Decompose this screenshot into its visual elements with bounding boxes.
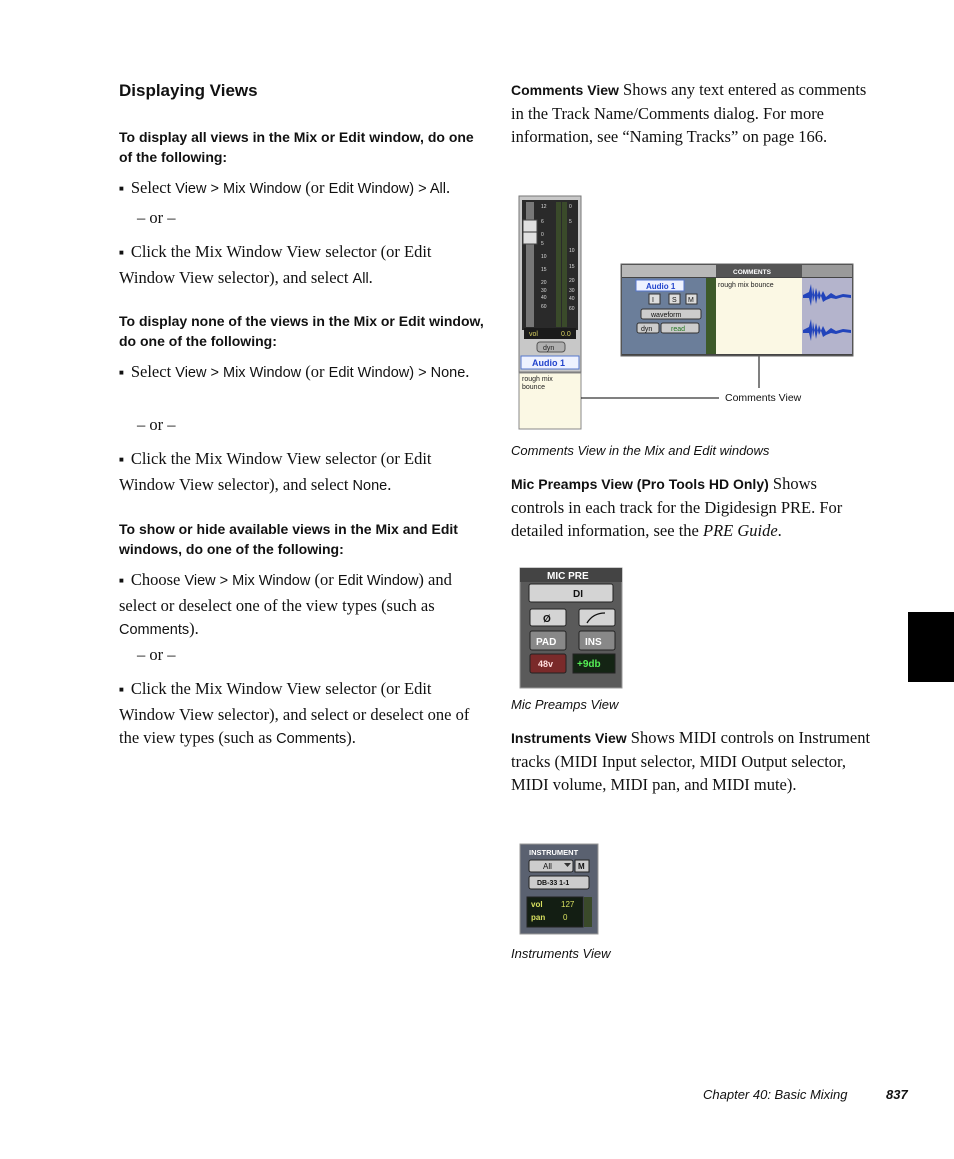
svg-text:Audio 1: Audio 1 [646,282,676,291]
or-separator: – or – [137,645,176,664]
svg-text:I: I [652,297,654,304]
svg-text:0: 0 [563,913,568,922]
svg-text:vol: vol [529,331,538,338]
svg-text:M: M [578,862,585,871]
svg-text:5: 5 [541,241,544,247]
step-select-none-menu: ■ Select View > Mix Window (or Edit Window) > None. [119,360,484,386]
meter-right [562,202,567,327]
svg-text:S: S [672,297,677,304]
svg-text:5: 5 [569,219,572,225]
svg-text:rough mix: rough mix [522,376,553,383]
svg-text:DB-33 1-1: DB-33 1-1 [537,880,570,887]
svg-text:60: 60 [541,304,547,310]
section-title: Displaying Views [119,81,258,100]
step-select-all-menu: ■ Select View > Mix Window (or Edit Window) > All. [119,176,489,202]
di-button [529,584,613,602]
svg-text:COMMENTS: COMMENTS [733,269,771,276]
waveform-region [802,278,852,354]
instruments-view-figure [519,843,599,935]
step-click-selector-none: ■ Click the Mix Window View selector (or Edit Window View selector), and select None. [119,447,484,498]
mic-preamps-description: Mic Preamps View (Pro Tools HD Only) Shows controls in each track for the Digidesign PRE. For detailed information, see the PRE Guide. [511,474,843,540]
svg-text:15: 15 [569,264,575,270]
or-separator: – or – [137,208,176,227]
svg-text:127: 127 [561,900,575,909]
instruments-view-description: Instruments View Shows MIDI controls on Instrument tracks (MIDI Input selector, MIDI Output selector, MIDI volume, MIDI pan, and MIDI mute). [511,728,871,794]
svg-text:PAD: PAD [536,637,557,648]
svg-text:bounce: bounce [522,384,545,391]
comments-view-description: Comments View Shows any text entered as comments in the Track Name/Comments dialog. For more information, see “Naming Tracks” on page 166. [511,80,867,146]
meter-left [556,202,561,327]
svg-text:0: 0 [569,204,572,210]
svg-text:20: 20 [569,278,575,284]
svg-text:30: 30 [569,288,575,294]
svg-text:rough mix bounce: rough mix bounce [718,282,774,289]
svg-text:DI: DI [573,589,583,600]
page-number: 837 [886,1087,908,1102]
mic-preamps-figure [519,567,623,689]
footer-chapter: Chapter 40: Basic Mixing [703,1087,848,1102]
svg-text:+9db: +9db [577,659,601,670]
step-click-selector-view-types: ■ Click the Mix Window View selector (or Edit Window View selector), and select or deselect one of the view types (such as Comments). [119,677,484,751]
svg-text:read: read [671,326,686,333]
high-pass-button [579,609,615,626]
edit-comments-field [716,278,802,354]
svg-text:All: All [543,862,552,871]
comments-view-figure [511,192,871,434]
svg-text:M: M [688,297,694,304]
svg-text:vol: vol [531,900,543,909]
comments-view-callout: Comments View [725,392,802,404]
or-separator: – or – [137,415,176,434]
svg-text:6: 6 [541,219,544,225]
svg-text:Audio 1: Audio 1 [532,358,565,368]
svg-text:48v: 48v [538,659,554,669]
svg-text:dyn: dyn [543,345,555,352]
svg-text:0.0: 0.0 [561,331,571,338]
svg-text:Ø: Ø [543,614,551,625]
svg-text:INS: INS [585,637,602,648]
svg-text:15: 15 [541,267,547,273]
figure-caption-comments: Comments View in the Mix and Edit windows [511,443,770,458]
svg-text:0: 0 [541,232,544,238]
svg-text:INSTRUMENT: INSTRUMENT [529,848,579,857]
svg-text:pan: pan [531,913,546,922]
figure-caption-instruments: Instruments View [511,946,611,961]
figure-caption-mic-preamps: Mic Preamps View [511,697,619,712]
svg-text:MIC PRE: MIC PRE [547,571,589,582]
svg-text:waveform: waveform [651,312,682,319]
chapter-tab-marker [908,612,954,682]
svg-text:60: 60 [569,306,575,312]
svg-text:10: 10 [569,248,575,254]
svg-text:20: 20 [541,280,547,286]
svg-text:40: 40 [569,296,575,302]
procedure-heading-show-hide: To show or hide available views in the Mix and Edit windows, do one of the following: [119,521,458,557]
svg-text:12: 12 [541,204,547,210]
svg-text:dyn: dyn [641,326,653,333]
svg-text:10: 10 [541,254,547,260]
procedure-heading-display-none: To display none of the views in the Mix or Edit window, do one of the following: [119,313,484,349]
step-choose-view-types: ■ Choose View > Mix Window (or Edit Window) and select or deselect one of the view types (such as Comments). [119,568,484,642]
svg-text:40: 40 [541,295,547,301]
procedure-heading-display-all: To display all views in the Mix or Edit window, do one of the following: [119,129,474,165]
step-click-selector-all: ■ Click the Mix Window View selector (or Edit Window View selector), and select All. [119,240,484,291]
svg-text:30: 30 [541,288,547,294]
